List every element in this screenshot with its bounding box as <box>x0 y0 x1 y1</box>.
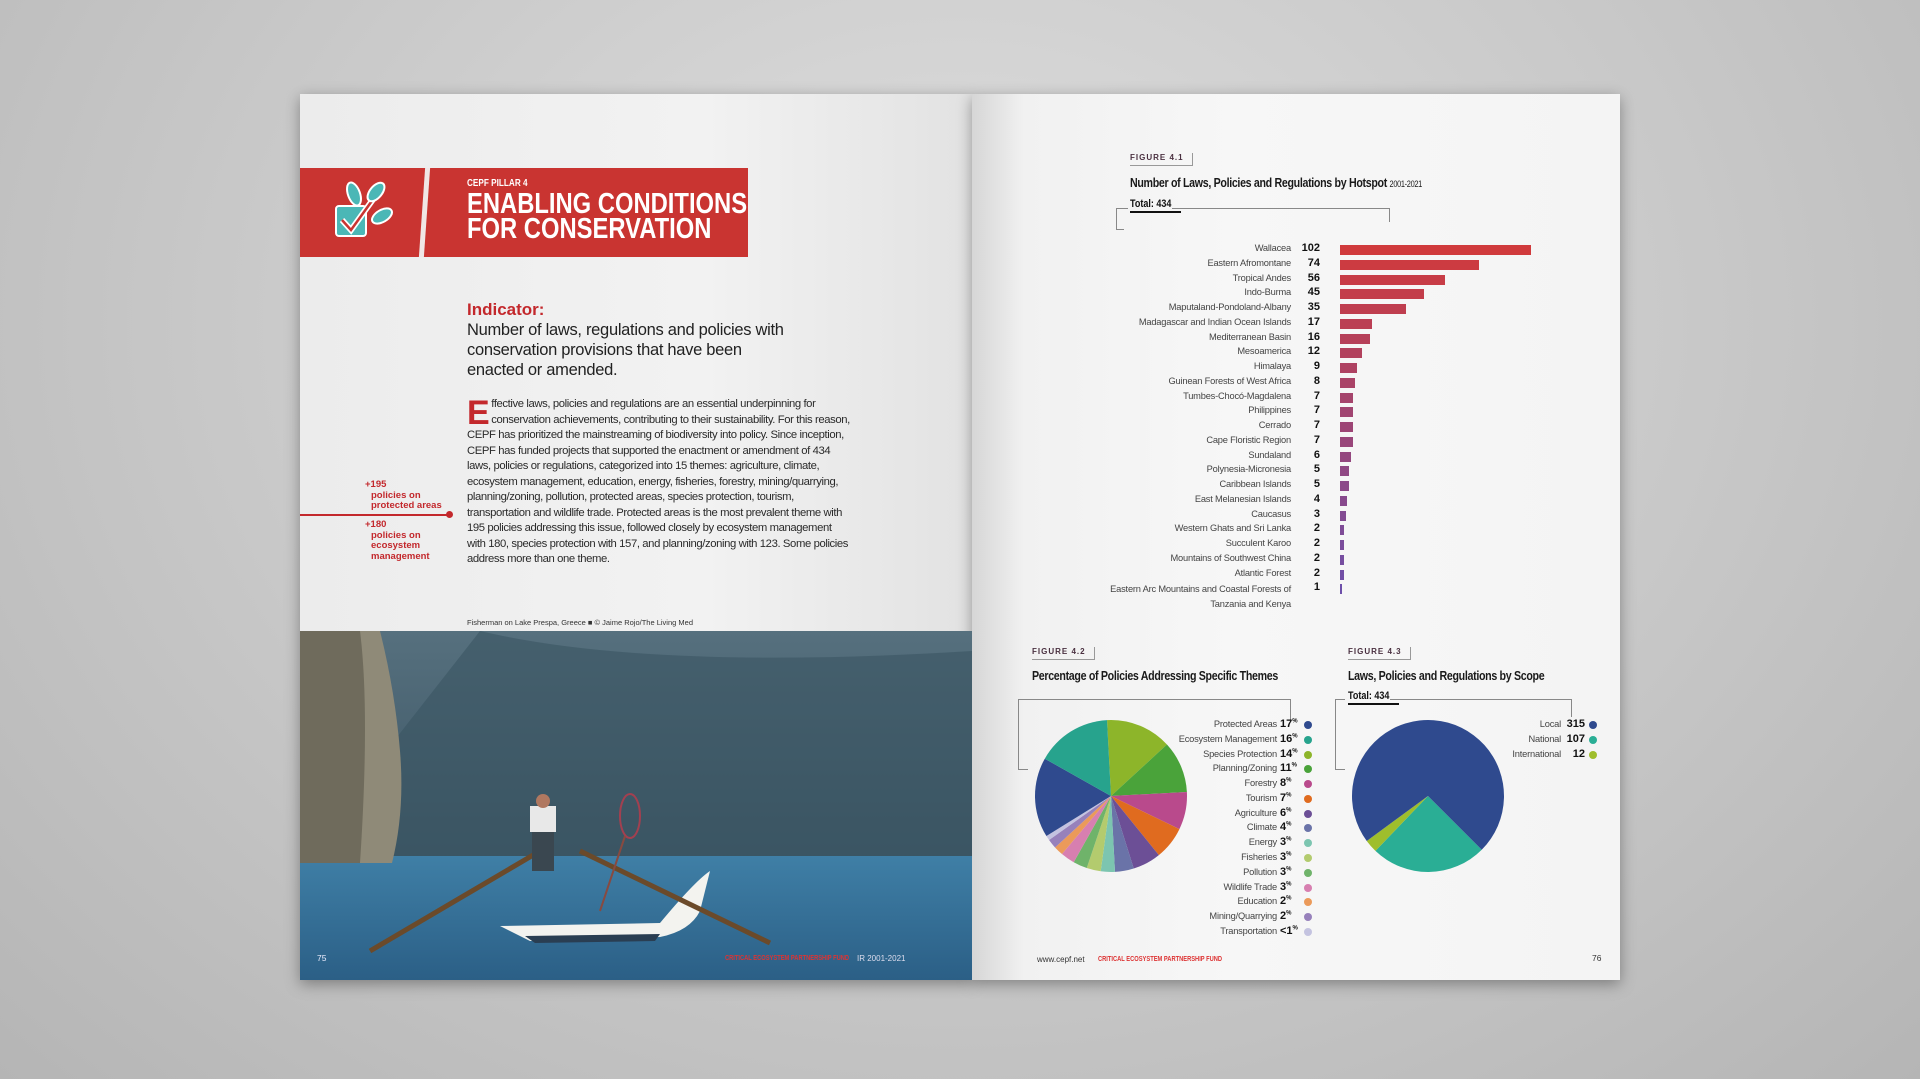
legend-unit: % <box>1286 777 1292 784</box>
bar-label: Tumbes-Chocó-Magdalena <box>1183 390 1291 401</box>
bar-value: 8 <box>1313 374 1320 387</box>
bar <box>1340 481 1349 491</box>
legend-value <box>1280 925 1302 937</box>
bar <box>1340 452 1351 462</box>
legend-label: Ecosystem Management <box>1178 733 1277 744</box>
figure-4-1-label: FIGURE 4.1 <box>1130 153 1193 166</box>
legend-value-number: 3 <box>1280 865 1287 878</box>
bar-label: Cape Floristic Region <box>1206 434 1291 445</box>
legend-value <box>1280 881 1302 893</box>
legend-unit: % <box>1286 851 1292 858</box>
bar <box>1340 511 1346 521</box>
bar-label: Philippines <box>1248 405 1291 416</box>
legend-value <box>1280 762 1302 774</box>
figure-4-1-total: Total: 434 <box>1130 198 1181 213</box>
bar <box>1340 496 1347 506</box>
legend-value <box>1280 866 1302 878</box>
legend-value <box>1280 910 1302 922</box>
bar-label: Caribbean Islands <box>1219 479 1291 489</box>
bar-label: Eastern Afromontane <box>1207 257 1291 268</box>
bar <box>1340 304 1406 314</box>
legend-value-number: 6 <box>1280 806 1287 819</box>
legend-value <box>1280 718 1302 730</box>
footer-org-left: CRITICAL ECOSYSTEM PARTNERSHIP FUND <box>725 955 850 962</box>
legend-label: International <box>1512 748 1561 759</box>
legend-value <box>1280 807 1302 819</box>
figure-4-3-total: Total: 434 <box>1348 690 1399 705</box>
legend-label: Pollution <box>1243 866 1277 877</box>
page-number-right: 76 <box>1592 953 1602 963</box>
body-text <box>467 394 852 568</box>
legend-value-number: 3 <box>1280 880 1287 893</box>
legend-label: Protected Areas <box>1213 719 1277 729</box>
legend-unit: % <box>1286 910 1292 917</box>
legend-dot-icon <box>1304 884 1312 892</box>
bar <box>1340 525 1344 535</box>
bar-label: Himalaya <box>1253 361 1291 371</box>
legend-value <box>1280 821 1302 833</box>
legend-dot-icon <box>1304 736 1312 744</box>
bar <box>1340 466 1349 476</box>
legend-value: 315 <box>1566 718 1585 730</box>
legend-dot-icon <box>1304 751 1312 759</box>
bar <box>1340 363 1357 373</box>
bar-label: Tropical Andes <box>1232 272 1291 283</box>
legend-value: 107 <box>1566 732 1585 745</box>
legend-unit: % <box>1286 866 1292 873</box>
bar-value: 102 <box>1301 242 1320 254</box>
legend-value-number: 3 <box>1280 851 1287 864</box>
bar-value: 2 <box>1313 566 1320 579</box>
note-text: policies on ecosystem management <box>371 529 430 562</box>
legend-label: Mining/Quarrying <box>1209 911 1277 922</box>
bar <box>1340 584 1342 594</box>
bar-label: Sundaland <box>1248 449 1291 460</box>
bar-value: 1 <box>1313 581 1320 594</box>
legend-label: Planning/Zoning <box>1212 763 1277 774</box>
figure-4-3-label: FIGURE 4.3 <box>1348 647 1411 660</box>
legend-dot-icon <box>1304 721 1312 729</box>
bar-label: Eastern Arc Mountains and Coastal Forests of Tanzania and Kenya <box>1110 584 1291 609</box>
bar-value: 74 <box>1307 256 1320 269</box>
bar <box>1340 570 1344 580</box>
bar <box>1340 437 1353 447</box>
legend-value-number: 2 <box>1280 895 1287 908</box>
bar-label: Polynesia-Micronesia <box>1206 464 1291 475</box>
note-divider-dot <box>446 511 453 518</box>
bar-label: Guinean Forests of West Africa <box>1168 375 1291 386</box>
note-text: policies on protected areas <box>371 489 442 511</box>
legend-dot-icon <box>1589 721 1597 729</box>
bar-value: 45 <box>1307 286 1320 299</box>
bar <box>1340 407 1353 417</box>
bar-label: Atlantic Forest <box>1234 567 1291 578</box>
bar-label: Mediterranean Basin <box>1209 331 1291 342</box>
bar <box>1340 245 1531 255</box>
figure-4-2-label: FIGURE 4.2 <box>1032 647 1095 660</box>
bar-value: 2 <box>1313 551 1320 564</box>
legend-label: National <box>1528 733 1561 744</box>
bar-value: 4 <box>1313 492 1320 505</box>
legend-dot-icon <box>1304 810 1312 818</box>
legend-value-number: 14 <box>1280 747 1293 760</box>
bar <box>1340 319 1372 329</box>
legend-unit: % <box>1286 880 1292 887</box>
note-value: +195 <box>365 479 387 490</box>
bar <box>1340 348 1362 358</box>
bar <box>1340 334 1370 344</box>
indicator-heading: Indicator: <box>467 300 545 319</box>
bar <box>1340 260 1479 270</box>
legend-unit: % <box>1286 821 1292 828</box>
legend-value-number: 8 <box>1280 777 1287 790</box>
note-ecosystem-management <box>365 520 449 562</box>
bar-value: 56 <box>1307 271 1320 284</box>
legend-value-number: 3 <box>1280 836 1287 849</box>
bar-label: Caucasus <box>1251 508 1291 519</box>
pillar-label: CEPF PILLAR 4 <box>467 178 528 189</box>
bar-value: 7 <box>1313 433 1320 446</box>
bar-value: 17 <box>1307 315 1320 328</box>
legend-dot-icon <box>1304 869 1312 877</box>
bar-value: 35 <box>1307 301 1320 313</box>
bar-value: 7 <box>1313 419 1320 431</box>
bar-value: 16 <box>1307 330 1320 343</box>
bar-value: 6 <box>1313 448 1320 461</box>
legend-label: Education <box>1237 896 1277 907</box>
fisherman-photo <box>300 631 972 980</box>
leaf-checkbox-icon <box>326 176 398 248</box>
legend-label: Wildlife Trade <box>1223 881 1277 892</box>
bar <box>1340 275 1445 285</box>
legend-label: Tourism <box>1245 792 1277 803</box>
bar-label: East Melanesian Islands <box>1194 493 1291 504</box>
legend-value <box>1280 836 1302 848</box>
legend-label: Species Protection <box>1203 748 1277 759</box>
legend-value-number: 2 <box>1280 910 1287 923</box>
drop-cap: E <box>467 394 490 432</box>
note-divider <box>300 514 450 516</box>
legend-dot-icon <box>1589 736 1597 744</box>
legend-dot-icon <box>1304 795 1312 803</box>
legend-value-number: 7 <box>1280 791 1287 804</box>
legend-unit: % <box>1286 792 1292 799</box>
legend-label: Transportation <box>1220 925 1277 936</box>
bar-label: Wallacea <box>1254 243 1291 253</box>
legend-unit: % <box>1286 807 1292 814</box>
legend-dot-icon <box>1304 928 1312 936</box>
legend-unit: % <box>1291 762 1297 769</box>
bar <box>1340 540 1344 550</box>
bar-value: 7 <box>1313 404 1320 417</box>
legend-value-number: 16 <box>1280 732 1293 745</box>
banner-divider <box>419 168 430 257</box>
indicator-text: Number of laws, regulations and policies with conservation provisions that have been enacted or amended. <box>467 321 784 379</box>
bar <box>1340 289 1424 299</box>
bar-value: 7 <box>1313 389 1320 402</box>
bar-label: Indo-Burma <box>1244 287 1291 298</box>
bar <box>1340 555 1344 565</box>
legend-unit: % <box>1286 836 1292 843</box>
bar <box>1340 422 1353 432</box>
legend-unit: % <box>1292 733 1298 740</box>
legend-value <box>1280 851 1302 863</box>
bar-value: 2 <box>1313 522 1320 535</box>
figure-4-2-title: Percentage of Policies Addressing Specific Themes <box>1032 668 1278 683</box>
footer-report: IR 2001-2021 <box>857 954 906 963</box>
legend-unit: % <box>1286 895 1292 902</box>
bar-label: Succulent Karoo <box>1225 538 1291 548</box>
legend-label: Energy <box>1248 837 1277 848</box>
figure-4-1-title <box>1130 175 1486 190</box>
legend-unit: % <box>1292 718 1298 725</box>
page-number-left: 75 <box>317 953 327 963</box>
legend-value <box>1280 792 1302 804</box>
bar-value: 3 <box>1313 507 1320 520</box>
bar <box>1340 378 1355 388</box>
bar-label: Mesoamerica <box>1237 346 1291 357</box>
bar-value: 2 <box>1313 537 1320 549</box>
legend-value <box>1280 777 1302 789</box>
legend-dot-icon <box>1589 751 1597 759</box>
bar-label: Western Ghats and Sri Lanka <box>1174 523 1291 534</box>
bar <box>1340 393 1353 403</box>
figure-4-3-title: Laws, Policies and Regulations by Scope <box>1348 668 1545 683</box>
bar-label: Madagascar and Indian Ocean Islands <box>1138 316 1291 327</box>
chart-subtitle: 2001-2021 <box>1389 179 1422 189</box>
chart-title: Number of Laws, Policies and Regulations by Hotspot <box>1130 175 1387 190</box>
legend-label: Agriculture <box>1234 807 1277 818</box>
legend-value <box>1280 895 1302 907</box>
legend-value-number: 4 <box>1280 821 1287 834</box>
legend-unit: % <box>1292 747 1298 754</box>
bar-value: 5 <box>1313 463 1320 476</box>
bar-value: 9 <box>1313 360 1320 372</box>
bar-label: Cerrado <box>1258 420 1291 430</box>
chapter-title: ENABLING CONDITIONS FOR CONSERVATION <box>467 188 748 245</box>
legend-value-number: 11 <box>1280 762 1292 775</box>
bar-label: Maputaland-Pondoland-Albany <box>1168 302 1291 312</box>
footer-url[interactable]: www.cepf.net <box>1037 955 1085 964</box>
note-protected-areas <box>365 480 465 512</box>
legend-label: Climate <box>1246 822 1277 833</box>
legend-label: Forestry <box>1244 778 1277 789</box>
footer-org-right: CRITICAL ECOSYSTEM PARTNERSHIP FUND <box>1098 956 1223 963</box>
bar-value: 5 <box>1313 478 1320 490</box>
legend-value-number: <1 <box>1280 924 1293 937</box>
note-value: +180 <box>365 519 387 530</box>
legend-unit: % <box>1292 925 1298 932</box>
photo-caption: Fisherman on Lake Prespa, Greece ■ © Jaime Rojo/The Living Med <box>467 618 693 627</box>
legend-label: Local <box>1539 719 1561 729</box>
bar-value: 12 <box>1307 345 1320 358</box>
legend-dot-icon <box>1304 854 1312 862</box>
bar-label: Mountains of Southwest China <box>1170 552 1291 563</box>
legend-value: 12 <box>1572 747 1585 760</box>
legend-label: Fisheries <box>1241 852 1277 863</box>
legend-value <box>1280 733 1302 745</box>
body-paragraph: ffective laws, policies and regulations are an essential underpinning for conservation achievements, contributing to their sustainability. For this reason, CEPF has prioritized the mainstreaming of biodiversity into policy. Since inception, CEPF has funded projects that supported the enactment or amendment of 434 laws, policies or regulations, categorized into 15 themes: agriculture, climate, ecosystem management, education, energy, fisheries, forestry, mining/quarrying, planning/zoning, pollution, protected areas, species protection, tourism, transportation and wildlife trade. Protected areas is the most prevalent theme with 195 policies addressing this issue, followed closely by ecosystem management with 180, species protection with 157, and planning/zoning with 123. Some policies address more than one theme. <box>467 398 850 565</box>
legend-value <box>1280 748 1302 760</box>
legend-value-number: 17 <box>1280 718 1293 730</box>
